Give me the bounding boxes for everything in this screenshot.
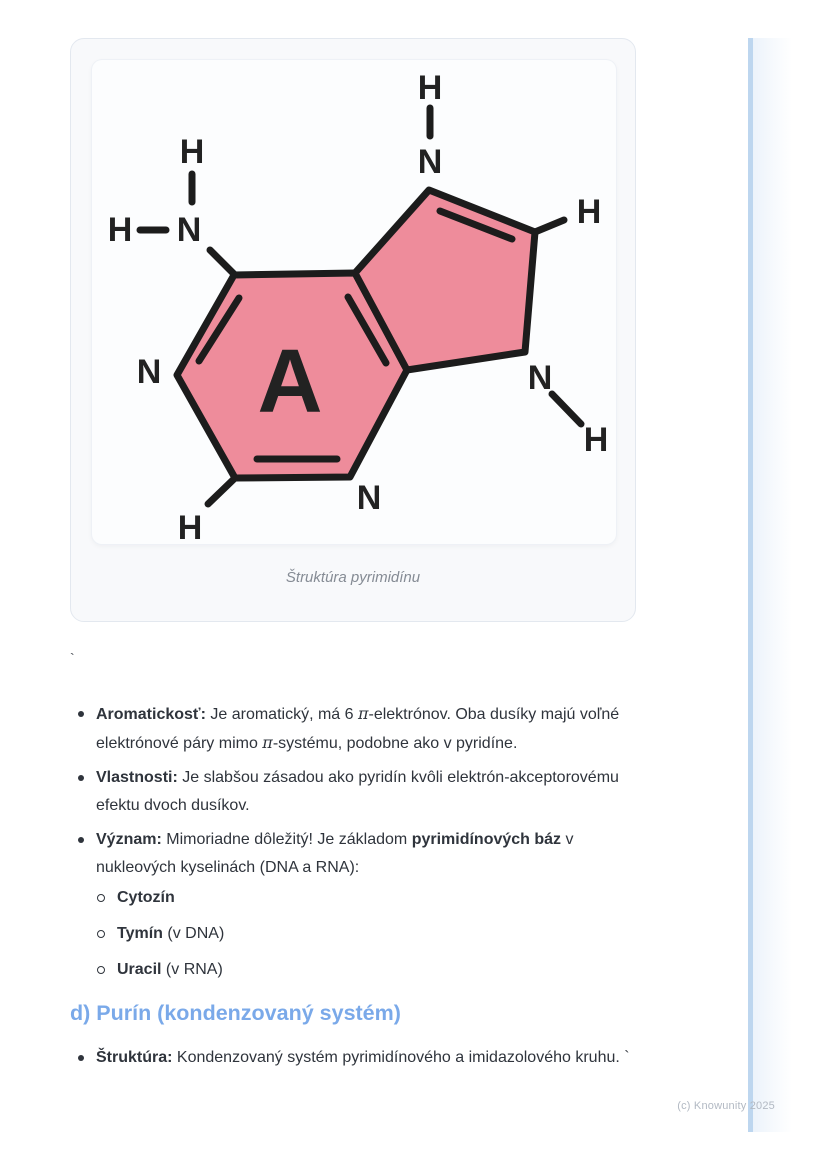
atom-label-n: N: [356, 479, 382, 517]
item-text: (v RNA): [161, 961, 223, 978]
atom-label-h: H: [583, 421, 609, 459]
bullet-list-2: [70, 1044, 648, 1072]
item-text: v nukleových kyselinách (DNA a RNA):: [96, 831, 574, 876]
item-label: Cytozín: [117, 889, 175, 906]
item-text: Mimoriadne dôležitý! Je základom: [161, 831, 412, 848]
item-text: -elektrónov. Oba dusíky majú voľné elektrónové páry mimo: [96, 706, 620, 752]
next-page-edge[interactable]: [748, 38, 792, 1132]
item-label: Uracil: [117, 961, 162, 978]
item-label: Štruktúra:: [96, 1049, 173, 1066]
item-text: -systému, podobne ako v pyridíne.: [272, 735, 518, 752]
sub-item-tymin: [96, 920, 648, 948]
atom-label-n: N: [176, 211, 202, 249]
pi-symbol: π: [262, 733, 273, 752]
figure-caption: Štruktúra pyrimidínu: [285, 569, 421, 586]
item-bold-text: pyrimidínových báz: [411, 831, 562, 848]
list-item-vlastnosti: [70, 764, 648, 820]
footer-copyright: (c) Knowunity 2025: [677, 1100, 775, 1112]
item-text: Je slabšou zásadou ako pyridín kvôli elektrón-akceptorovému efektu dvoch dusíkov.: [96, 769, 619, 814]
bond-line: [552, 394, 581, 424]
atom-label-n: N: [417, 143, 443, 181]
figure-card: [70, 38, 636, 622]
sub-item-uracil: [96, 956, 648, 984]
content-column: [70, 700, 648, 1078]
atom-label-h: H: [417, 69, 443, 107]
sub-item-cytozin: [96, 884, 648, 912]
item-label: Vlastnosti:: [96, 769, 178, 786]
item-label: Tymín: [117, 925, 163, 942]
section-heading-purin: d) Purín (kondenzovaný systém): [70, 1001, 401, 1025]
item-text: Je aromatický, má 6: [205, 706, 358, 723]
bond-line: [208, 478, 235, 504]
bond-line: [535, 220, 564, 232]
molecule-svg: [92, 60, 616, 542]
sub-list: [96, 884, 648, 984]
atom-label-n: N: [136, 353, 162, 391]
item-text: (v DNA): [162, 925, 225, 942]
item-label: Význam:: [96, 831, 162, 848]
atom-label-h: H: [107, 211, 133, 249]
item-text: Kondenzovaný systém pyrimidínového a imidazolového kruhu. `: [172, 1049, 630, 1066]
atom-label-h: H: [576, 193, 602, 231]
item-label: Aromatickosť:: [96, 706, 206, 723]
atom-label-h: H: [179, 133, 205, 171]
atom-label-n: N: [527, 359, 553, 397]
atom-label-h: H: [177, 509, 203, 542]
stray-backtick: `: [70, 650, 75, 666]
bullet-list: [70, 700, 648, 984]
pi-symbol: π: [357, 704, 369, 723]
bond-line: [210, 250, 234, 274]
adenine-letter: A: [257, 332, 323, 432]
molecule-image: [92, 60, 616, 544]
list-item-struktura: [70, 1044, 648, 1072]
list-item-vyznam: [70, 826, 648, 984]
list-item-aromatickost: [70, 700, 648, 758]
